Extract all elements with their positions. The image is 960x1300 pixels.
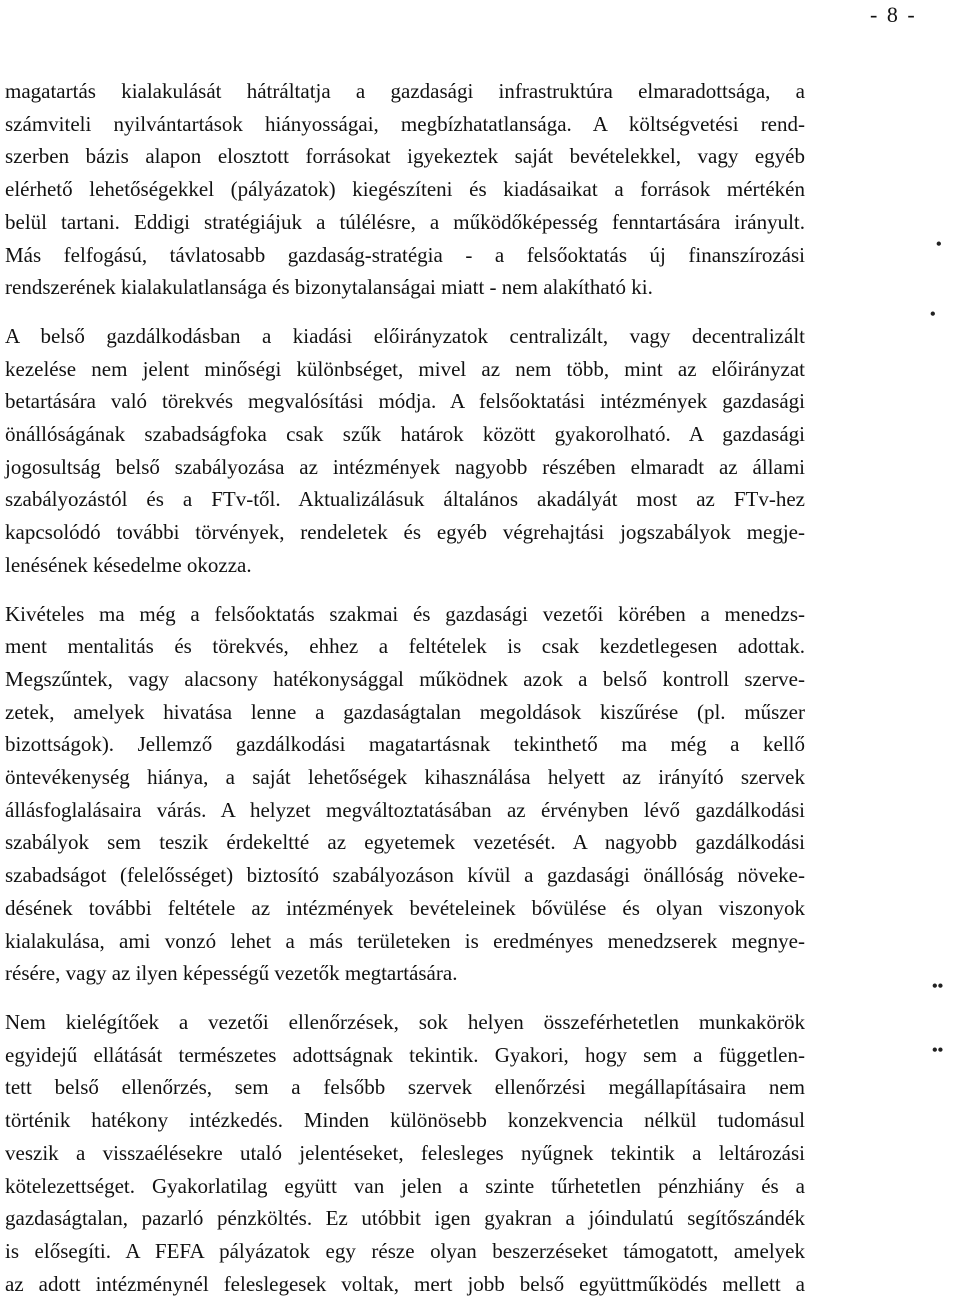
text-line: betartására való törekvés megvalósítási módja. A felsőoktatási intézmények gazdasági bbox=[5, 389, 805, 414]
text-line: Megszűntek, vagy alacsony hatékonysággal működnek azok a belső kontroll szerve- bbox=[5, 666, 805, 691]
text-line: Kivételes ma még a felsőoktatás szakmai és gazdasági vezetői körében a menedzs- bbox=[5, 601, 805, 626]
text-line: számviteli nyilvántartások hiányosságai, megbízhatatlansága. A költségvetési rend- bbox=[5, 111, 805, 136]
text-line: jogosultság belső szabályozása az intézmények nagyobb részében elmaradt az állami bbox=[5, 454, 805, 479]
text-line: szerben bázis alapon elosztott forrásokat igyekeztek saját bevételekkel, vagy egyéb bbox=[5, 144, 805, 169]
text-line: désének további feltétele az intézmények bevételeinek bővülése és olyan viszonyok bbox=[5, 895, 805, 920]
paragraph-1 bbox=[5, 75, 805, 304]
margin-dot-mark: •• bbox=[932, 1042, 944, 1059]
paragraph-2 bbox=[5, 320, 805, 582]
text-line: öntevékenység hiánya, a saját lehetőségek kihasználása helyett az irányító szervek bbox=[5, 765, 805, 790]
page-number: - 8 - bbox=[870, 2, 917, 27]
margin-dot-mark: • bbox=[930, 306, 936, 323]
text-line: is elősegíti. A FEFA pályázatok egy része olyan beszerzéseket támogatott, amelyek bbox=[5, 1238, 805, 1263]
text-line: zetek, amelyek hivatása lenne a gazdaságtalan megoldások kiszűrése (pl. műszer bbox=[5, 699, 805, 724]
text-line: belül tartani. Eddigi stratégiájuk a túlélésre, a működőképesség fenntartására irányult. bbox=[5, 209, 805, 234]
text-line: résére, vagy az ilyen képességű vezetők megtartására. bbox=[5, 961, 458, 986]
text-line: kapcsolódó további törvények, rendeletek és egyéb végrehajtási jogszabályok megje- bbox=[5, 520, 805, 545]
text-line: kialakulása, ami vonzó lehet a más területeken is eredményes menedzserek megnye- bbox=[5, 928, 805, 953]
text-line: kötelezettséget. Gyakorlatilag együtt van jelen a szinte tűrhetetlen pénzhiány és a bbox=[5, 1173, 805, 1198]
text-line: bizottságok). Jellemző gazdálkodási magatartásnak tekinthető ma még a kellő bbox=[5, 732, 805, 757]
text-line: magatartás kialakulását hátráltatja a gazdasági infrastruktúra elmaradottsága, a bbox=[5, 79, 805, 103]
margin-dot-mark: • bbox=[936, 236, 942, 253]
text-line: A belső gazdálkodásban a kiadási előirányzatok centralizált, vagy decentralizált bbox=[5, 323, 805, 348]
text-line: ment mentalitás és törekvés, ehhez a feltételek is csak kezdetlegesen adottak. bbox=[5, 634, 805, 659]
text-line: tett belső ellenőrzés, sem a felsőbb szervek ellenőrzési megállapításaira nem bbox=[5, 1075, 805, 1100]
paragraph-3 bbox=[5, 598, 805, 990]
text-line: veszik a visszaélésekre utaló jelentéseket, felesleges nyűgnek tekintik a leltározási bbox=[5, 1140, 805, 1165]
text-line: szabadságot (felelősséget) biztosító szabályozáson kívül a gazdasági önállóság növeke- bbox=[5, 863, 805, 888]
text-line: önállóságának szabadságfoka csak szűk határok között gyakorolható. A gazdasági bbox=[5, 422, 805, 447]
document-body bbox=[5, 75, 805, 1300]
text-line: elérhető lehetőségekkel (pályázatok) kiegészíteni és kiadásaikat a források mértékén bbox=[5, 177, 805, 202]
text-line: kezelése nem jelent minőségi különbséget, mivel az nem több, mint az előirányzat bbox=[5, 356, 805, 381]
text-line: Más felfogású, távlatosabb gazdaság-stratégia - a felsőoktatás új finanszírozási bbox=[5, 242, 805, 267]
text-line: Nem kielégítőek a vezetői ellenőrzések, sok helyen összeférhetetlen munkakörök bbox=[5, 1009, 805, 1034]
text-line: állásfoglalásaira várás. A helyzet megváltoztatásában az érvényben lévő gazdálkodási bbox=[5, 797, 805, 822]
text-line: egyidejű ellátását természetes adottságnak tekintik. Gyakori, hogy sem a független- bbox=[5, 1042, 805, 1067]
paragraph-4 bbox=[5, 1006, 805, 1300]
text-line: az adott intézménynél feleslegesek voltak, mert jobb belső együttműködés mellett a bbox=[5, 1271, 805, 1296]
text-line: gazdaságtalan, pazarló pénzköltés. Ez utóbbit igen gyakran a jóindulatú segítőszándék bbox=[5, 1206, 805, 1231]
text-line: történik hatékony intézkedés. Minden különösebb konzekvencia nélkül tudomásul bbox=[5, 1108, 805, 1133]
margin-dot-mark: •• bbox=[932, 978, 944, 995]
text-line: szabályozástól és a FTv-től. Aktualizálásuk általános akadályát most az FTv-hez bbox=[5, 487, 805, 512]
text-line: lenésének késedelme okozza. bbox=[5, 552, 252, 577]
text-line: szabályok sem teszik érdekeltté az egyetemek vezetését. A nagyobb gazdálkodási bbox=[5, 830, 805, 855]
text-line: rendszerének kialakulatlansága és bizonytalanságai miatt - nem alakítható ki. bbox=[5, 275, 653, 300]
